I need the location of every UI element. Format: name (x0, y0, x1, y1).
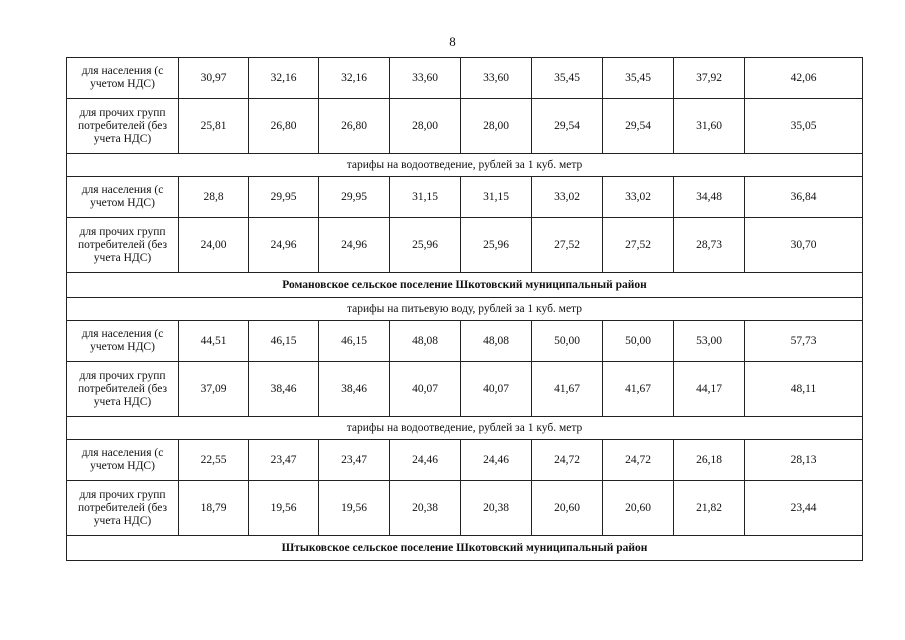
tariff-value-cell: 33,60 (390, 58, 461, 99)
tariff-value-cell: 25,96 (461, 218, 532, 273)
row-label: для прочих групп потребителей (без учета НДС) (67, 99, 179, 154)
settlement-heading: Штыковское сельское поселение Шкотовский муниципальный район (67, 536, 863, 561)
tariff-value-cell: 28,00 (461, 99, 532, 154)
row-label: для населения (с учетом НДС) (67, 321, 179, 362)
tariff-value-cell: 19,56 (319, 481, 390, 536)
tariff-value-cell: 28,8 (179, 177, 249, 218)
tariff-value-cell: 33,60 (461, 58, 532, 99)
tariff-value-cell: 29,95 (249, 177, 319, 218)
tariff-value-cell: 20,38 (461, 481, 532, 536)
page-number: 8 (449, 34, 456, 49)
row-label: для прочих групп потребителей (без учета НДС) (67, 218, 179, 273)
tariff-value-cell: 28,00 (390, 99, 461, 154)
tariff-value-cell: 38,46 (319, 362, 390, 417)
tariff-value-cell: 32,16 (249, 58, 319, 99)
tariff-value-cell: 38,46 (249, 362, 319, 417)
tariff-value-cell: 48,11 (745, 362, 863, 417)
tariff-value-cell: 26,80 (249, 99, 319, 154)
tariff-value-cell: 50,00 (603, 321, 674, 362)
row-label: для прочих групп потребителей (без учета НДС) (67, 362, 179, 417)
table-row (67, 440, 863, 481)
tariff-value-cell: 40,07 (461, 362, 532, 417)
settlement-heading-row (67, 273, 863, 298)
tariff-value-cell: 53,00 (674, 321, 745, 362)
tariff-value-cell: 33,02 (532, 177, 603, 218)
tariff-value-cell: 19,56 (249, 481, 319, 536)
tariff-value-cell: 20,38 (390, 481, 461, 536)
tariff-value-cell: 25,81 (179, 99, 249, 154)
row-label: для населения (с учетом НДС) (67, 58, 179, 99)
tariff-value-cell: 29,54 (532, 99, 603, 154)
tariff-value-cell: 25,96 (390, 218, 461, 273)
tariff-value-cell: 35,05 (745, 99, 863, 154)
tariff-value-cell: 37,09 (179, 362, 249, 417)
tariff-value-cell: 31,60 (674, 99, 745, 154)
tariff-value-cell: 32,16 (319, 58, 390, 99)
tariff-value-cell: 35,45 (603, 58, 674, 99)
tariff-value-cell: 28,13 (745, 440, 863, 481)
row-label: для населения (с учетом НДС) (67, 177, 179, 218)
tariff-value-cell: 44,17 (674, 362, 745, 417)
section-heading: тарифы на водоотведение, рублей за 1 куб. метр (67, 417, 863, 440)
tariff-value-cell: 35,45 (532, 58, 603, 99)
tariff-value-cell: 42,06 (745, 58, 863, 99)
tariff-value-cell: 23,47 (249, 440, 319, 481)
tariff-value-cell: 46,15 (249, 321, 319, 362)
tariff-value-cell: 26,80 (319, 99, 390, 154)
tariff-value-cell: 26,18 (674, 440, 745, 481)
tariff-value-cell: 57,73 (745, 321, 863, 362)
table-row (67, 321, 863, 362)
tariff-value-cell: 24,46 (461, 440, 532, 481)
row-label: для прочих групп потребителей (без учета НДС) (67, 481, 179, 536)
tariff-section-row (67, 417, 863, 440)
tariff-value-cell: 46,15 (319, 321, 390, 362)
tariff-value-cell: 24,72 (532, 440, 603, 481)
tariff-value-cell: 24,46 (390, 440, 461, 481)
tariff-value-cell: 20,60 (532, 481, 603, 536)
tariff-value-cell: 21,82 (674, 481, 745, 536)
tariff-value-cell: 24,96 (249, 218, 319, 273)
tariff-value-cell: 24,72 (603, 440, 674, 481)
tariff-value-cell: 48,08 (390, 321, 461, 362)
tariff-section-row (67, 154, 863, 177)
section-heading: тарифы на питьевую воду, рублей за 1 куб. метр (67, 298, 863, 321)
tariff-value-cell: 41,67 (532, 362, 603, 417)
section-heading: тарифы на водоотведение, рублей за 1 куб. метр (67, 154, 863, 177)
tariff-value-cell: 44,51 (179, 321, 249, 362)
tariff-value-cell: 20,60 (603, 481, 674, 536)
tariff-value-cell: 27,52 (532, 218, 603, 273)
table-row (67, 99, 863, 154)
table-row (67, 218, 863, 273)
settlement-heading-row (67, 536, 863, 561)
tariff-value-cell: 29,54 (603, 99, 674, 154)
tariff-value-cell: 41,67 (603, 362, 674, 417)
tariff-value-cell: 48,08 (461, 321, 532, 362)
tariff-value-cell: 23,47 (319, 440, 390, 481)
tariff-value-cell: 24,96 (319, 218, 390, 273)
settlement-heading: Романовское сельское поселение Шкотовский муниципальный район (67, 273, 863, 298)
table-row (67, 58, 863, 99)
row-label: для населения (с учетом НДС) (67, 440, 179, 481)
tariff-value-cell: 22,55 (179, 440, 249, 481)
tariff-value-cell: 28,73 (674, 218, 745, 273)
tariff-value-cell: 50,00 (532, 321, 603, 362)
tariff-table (66, 57, 863, 561)
tariff-value-cell: 31,15 (461, 177, 532, 218)
tariff-value-cell: 23,44 (745, 481, 863, 536)
tariff-value-cell: 37,92 (674, 58, 745, 99)
table-row (67, 481, 863, 536)
tariff-value-cell: 31,15 (390, 177, 461, 218)
tariff-value-cell: 29,95 (319, 177, 390, 218)
tariff-value-cell: 36,84 (745, 177, 863, 218)
tariff-section-row (67, 298, 863, 321)
tariff-value-cell: 34,48 (674, 177, 745, 218)
tariff-value-cell: 18,79 (179, 481, 249, 536)
tariff-value-cell: 33,02 (603, 177, 674, 218)
tariff-value-cell: 27,52 (603, 218, 674, 273)
table-row (67, 177, 863, 218)
table-row (67, 362, 863, 417)
tariff-value-cell: 30,70 (745, 218, 863, 273)
tariff-value-cell: 24,00 (179, 218, 249, 273)
tariff-value-cell: 40,07 (390, 362, 461, 417)
tariff-value-cell: 30,97 (179, 58, 249, 99)
